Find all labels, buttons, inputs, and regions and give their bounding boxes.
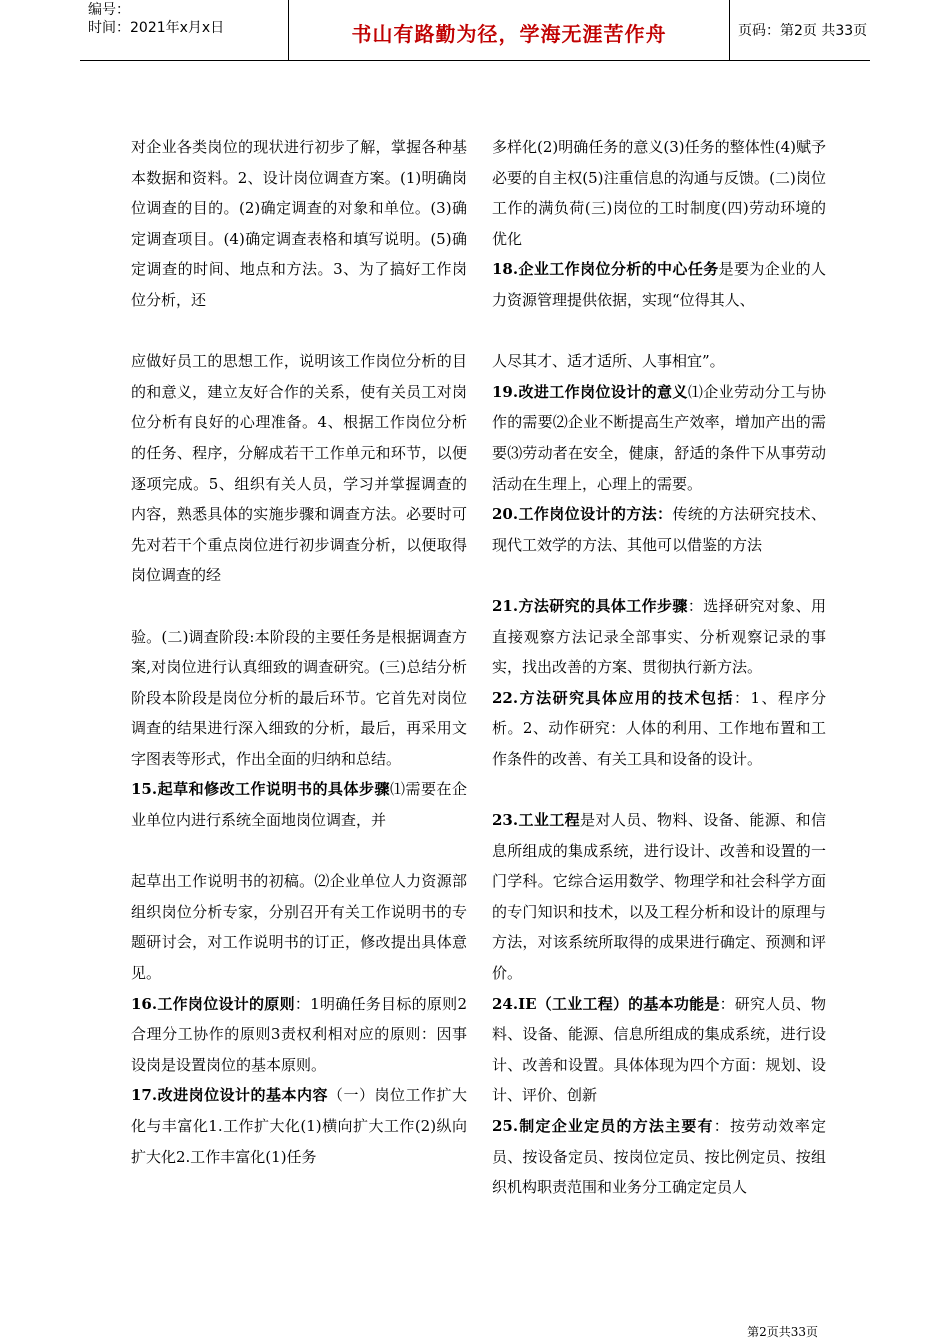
item-18 [492, 254, 826, 315]
item-23-body: 是对人员、物料、设备、能源、和信息所组成的集成系统，进行设计、改善和设置的一门学科。它综合运用数学、物理学和社会科学方面的专门知识和技术，以及工程分析和设计的原理与方法，对该系统所取得的成果进行确定、预测和评价。 [492, 811, 826, 983]
item-23-title: 23.工业工程 [492, 811, 581, 830]
paragraph: 应做好员工的思想工作，说明该工作岗位分析的目的和意义，建立友好合作的关系，使有关员工对岗位分析有良好的心理准备。4、根据工作岗位分析的任务、程序，分解成若干工作单元和环节，以便逐项完成。5、组织有关人员，学习并掌握调查的内容，熟悉具体的实施步骤和调查方法。必要时可先对若干个重点岗位进行初步调查分析，以便取得岗位调查的经 [131, 352, 467, 585]
item-24-title: 24.IE（工业工程）的基本功能是 [492, 994, 720, 1013]
date-label: 时间：2021年x月x日 [88, 20, 225, 36]
item-25-body: ：按劳动效率定员、按设备定员、按岗位定员、按比例定员、按组织机构职责范围和业务分工确定定员人 [492, 1117, 826, 1197]
item-23 [492, 805, 826, 989]
item-24-body: ：研究人员、物料、设备、能源、信息所组成的集成系统，进行设计、改善和设置。具体体现为四个方面：规划、设计、评价、创新 [492, 994, 826, 1105]
item-16 [131, 989, 467, 1081]
header-motto: 书山有路勤为径，学海无涯苦作舟 [351, 22, 667, 46]
item-16-title: 16.工作岗位设计的原则 [131, 994, 295, 1013]
left-column [131, 132, 467, 1172]
item-21 [492, 591, 826, 683]
header-page-label: 页码：第2页 共33页 [738, 23, 868, 39]
item-21-body: ：选择研究对象、用直接观察方法记录全部事实、分析观察记录的事实，找出改善的方案、贯彻执行新方法。 [492, 596, 826, 677]
number-label: 编号： [88, 2, 130, 18]
item-15-body: ⑴需要在企业单位内进行系统全面地岗位调查，并 [131, 780, 467, 830]
item-17-title: 17.改进岗位设计的基本内容 [131, 1086, 329, 1105]
paragraph: 对企业各类岗位的现状进行初步了解，掌握各种基本数据和资料。2、设计岗位调查方案。(1)明确岗位调查的目的。(2)确定调查的对象和单位。(3)确定调查项目。(4)确定调查表格和填写说明。(5)确定调查的时间、地点和方法。3、为了搞好工作岗位分析，还 [131, 138, 467, 309]
item-15-title: 15.起草和修改工作说明书的具体步骤 [131, 780, 390, 799]
page-header [80, 0, 870, 61]
item-22 [492, 683, 826, 775]
item-17-body: （一）岗位工作扩大化与丰富化1.工作扩大化(1)横向扩大工作(2)纵向扩大化2.工作丰富化(1)任务 [131, 1086, 467, 1166]
item-19-body: ⑴企业劳动分工与协作的需要⑵企业不断提高生产效率，增加产出的需要⑶劳动者在安全，健康，舒适的条件下从事劳动活动在生理上，心理上的需要。 [492, 382, 826, 493]
item-18-title: 18.企业工作岗位分析的中心任务 [492, 260, 719, 279]
item-22-body: ：1、程序分析。2、动作研究：人体的利用、工作地布置和工作条件的改善、有关工具和设备的设计。 [492, 688, 826, 768]
item-20 [492, 499, 826, 560]
paragraph: 多样化(2)明确任务的意义(3)任务的整体性(4)赋予必要的自主权(5)注重信息的沟通与反馈。(二)岗位工作的满负荷(三)岗位的工时制度(四)劳动环境的优化 [492, 138, 826, 248]
item-21-title: 21.方法研究的具体工作步骤 [492, 596, 688, 615]
item-24 [492, 989, 826, 1111]
item-18-body: 是要为企业的人力资源管理提供依据，实现“位得其人、 [492, 260, 826, 309]
header-meta [80, 0, 288, 60]
paragraph: 起草出工作说明书的初稿。⑵企业单位人力资源部组织岗位分析专家，分别召开有关工作说明书的专题研讨会，对工作说明书的订正，修改提出具体意见。 [131, 872, 467, 983]
item-15 [131, 774, 467, 835]
paragraph: 验。(二)调查阶段:本阶段的主要任务是根据调查方案,对岗位进行认真细致的调查研究。(三)总结分析阶段本阶段是岗位分析的最后环节。它首先对岗位调查的结果进行深入细致的分析，最后，再采用文字图表等形式，作出全面的归纳和总结。 [131, 627, 467, 768]
right-column [492, 132, 826, 1203]
paragraph: 人尽其才、适才适所、人事相宜”。 [492, 352, 725, 371]
item-20-body: 传统的方法研究技术、现代工效学的方法、其他可以借鉴的方法 [492, 505, 826, 554]
item-25 [492, 1111, 826, 1203]
item-22-title: 22.方法研究具体应用的技术包括 [492, 688, 734, 707]
item-19 [492, 377, 826, 499]
item-20-title: 20.工作岗位设计的方法： [492, 505, 673, 524]
item-25-title: 25.制定企业定员的方法主要有 [492, 1117, 714, 1135]
header-motto-cell [288, 0, 730, 60]
page-footer: 第2页共33页 [747, 1325, 818, 1339]
item-16-body: ：1明确任务目标的原则2合理分工协作的原则3责权利相对应的原则：因事设岗是设置岗位的基本原则。 [131, 994, 467, 1074]
item-17 [131, 1080, 467, 1172]
item-19-title: 19.改进工作岗位设计的意义 [492, 382, 688, 401]
